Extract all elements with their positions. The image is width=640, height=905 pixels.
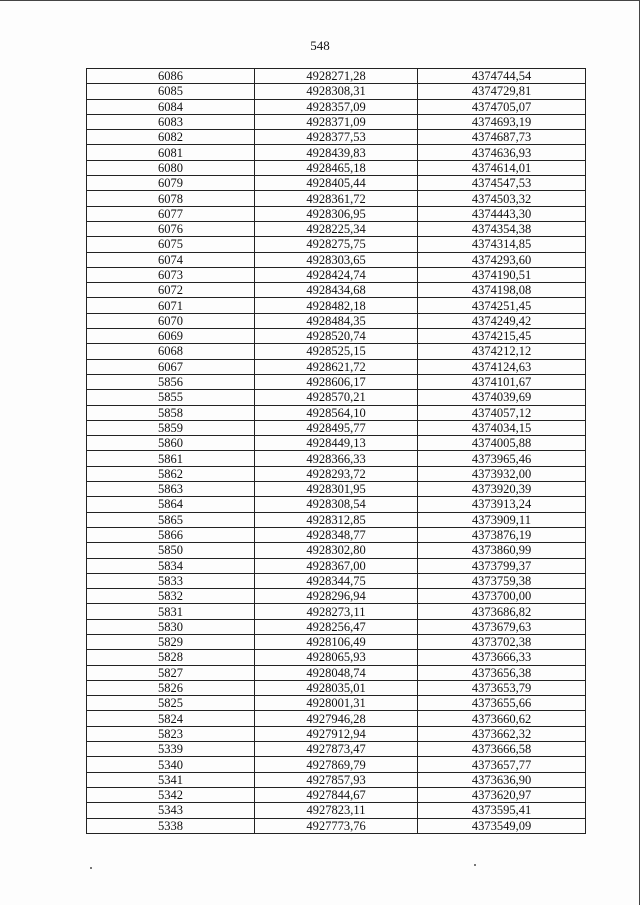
table-row: [87, 772, 586, 787]
y-coordinate-cell: 4374293,60: [418, 252, 586, 267]
y-coordinate-cell: 4373702,38: [418, 634, 586, 649]
y-coordinate-cell: 4374614,01: [418, 160, 586, 175]
y-coordinate-cell: 4374005,88: [418, 436, 586, 451]
y-coordinate-cell: 4374124,63: [418, 359, 586, 374]
point-number-cell: 5828: [87, 650, 255, 665]
table-row: [87, 634, 586, 649]
table-row: [87, 145, 586, 160]
y-coordinate-cell: 4374212,12: [418, 344, 586, 359]
x-coordinate-cell: 4928344,75: [255, 573, 418, 588]
point-number-cell: 5861: [87, 451, 255, 466]
x-coordinate-cell: 4928482,18: [255, 298, 418, 313]
x-coordinate-cell: 4928035,01: [255, 680, 418, 695]
x-coordinate-cell: 4928495,77: [255, 420, 418, 435]
table-row: [87, 359, 586, 374]
point-number-cell: 5860: [87, 436, 255, 451]
y-coordinate-cell: 4373965,46: [418, 451, 586, 466]
table-row: [87, 757, 586, 772]
y-coordinate-cell: 4373660,62: [418, 711, 586, 726]
point-number-cell: 5850: [87, 543, 255, 558]
point-number-cell: 6085: [87, 84, 255, 99]
point-number-cell: 5833: [87, 573, 255, 588]
x-coordinate-cell: 4928225,34: [255, 221, 418, 236]
x-coordinate-cell: 4928303,65: [255, 252, 418, 267]
x-coordinate-cell: 4928293,72: [255, 466, 418, 481]
table-row: [87, 482, 586, 497]
x-coordinate-cell: 4928106,49: [255, 634, 418, 649]
y-coordinate-cell: 4373657,77: [418, 757, 586, 772]
y-coordinate-cell: 4373655,66: [418, 696, 586, 711]
y-coordinate-cell: 4373662,32: [418, 726, 586, 741]
y-coordinate-cell: 4374744,54: [418, 69, 586, 84]
x-coordinate-cell: 4928525,15: [255, 344, 418, 359]
point-number-cell: 5862: [87, 466, 255, 481]
x-coordinate-cell: 4928434,68: [255, 283, 418, 298]
table-row: [87, 803, 586, 818]
table-row: [87, 512, 586, 527]
table-row: [87, 298, 586, 313]
table-row: [87, 114, 586, 129]
table-row: [87, 84, 586, 99]
y-coordinate-cell: 4373666,33: [418, 650, 586, 665]
x-coordinate-cell: 4928564,10: [255, 405, 418, 420]
point-number-cell: 6078: [87, 191, 255, 206]
table-row: [87, 573, 586, 588]
point-number-cell: 5858: [87, 405, 255, 420]
x-coordinate-cell: 4927912,94: [255, 726, 418, 741]
x-coordinate-cell: 4928361,72: [255, 191, 418, 206]
table-row: [87, 206, 586, 221]
y-coordinate-cell: 4374354,38: [418, 221, 586, 236]
x-coordinate-cell: 4928570,21: [255, 390, 418, 405]
point-number-cell: 6076: [87, 221, 255, 236]
point-number-cell: 6082: [87, 130, 255, 145]
y-coordinate-cell: 4374215,45: [418, 329, 586, 344]
table-row: [87, 390, 586, 405]
point-number-cell: 5856: [87, 374, 255, 389]
point-number-cell: 5341: [87, 772, 255, 787]
table-row: [87, 451, 586, 466]
table-row: [87, 436, 586, 451]
table-row: [87, 313, 586, 328]
x-coordinate-cell: 4927946,28: [255, 711, 418, 726]
y-coordinate-cell: 4374729,81: [418, 84, 586, 99]
y-coordinate-cell: 4374443,30: [418, 206, 586, 221]
x-coordinate-cell: 4927844,67: [255, 787, 418, 802]
y-coordinate-cell: 4373759,38: [418, 573, 586, 588]
y-coordinate-cell: 4373549,09: [418, 818, 586, 833]
point-number-cell: 5826: [87, 680, 255, 695]
page-number: 548: [310, 38, 330, 53]
y-coordinate-cell: 4374034,15: [418, 420, 586, 435]
x-coordinate-cell: 4928312,85: [255, 512, 418, 527]
x-coordinate-cell: 4928367,00: [255, 558, 418, 573]
table-row: [87, 344, 586, 359]
x-coordinate-cell: 4928348,77: [255, 527, 418, 542]
table-row: [87, 726, 586, 741]
table-row: [87, 252, 586, 267]
x-coordinate-cell: 4927857,93: [255, 772, 418, 787]
scan-speck: [474, 864, 476, 866]
point-number-cell: 5863: [87, 482, 255, 497]
coordinates-table: [86, 68, 586, 834]
point-number-cell: 5866: [87, 527, 255, 542]
y-coordinate-cell: 4373666,58: [418, 742, 586, 757]
point-number-cell: 6084: [87, 99, 255, 114]
table-row: [87, 665, 586, 680]
x-coordinate-cell: 4928048,74: [255, 665, 418, 680]
point-number-cell: 5827: [87, 665, 255, 680]
x-coordinate-cell: 4928377,53: [255, 130, 418, 145]
y-coordinate-cell: 4374547,53: [418, 176, 586, 191]
y-coordinate-cell: 4374705,07: [418, 99, 586, 114]
x-coordinate-cell: 4928371,09: [255, 114, 418, 129]
y-coordinate-cell: 4373686,82: [418, 604, 586, 619]
y-coordinate-cell: 4373700,00: [418, 589, 586, 604]
point-number-cell: 6074: [87, 252, 255, 267]
y-coordinate-cell: 4374198,08: [418, 283, 586, 298]
x-coordinate-cell: 4928302,80: [255, 543, 418, 558]
point-number-cell: 6071: [87, 298, 255, 313]
y-coordinate-cell: 4374251,45: [418, 298, 586, 313]
y-coordinate-cell: 4374101,67: [418, 374, 586, 389]
point-number-cell: 6068: [87, 344, 255, 359]
x-coordinate-cell: 4928606,17: [255, 374, 418, 389]
x-coordinate-cell: 4928296,94: [255, 589, 418, 604]
point-number-cell: 5823: [87, 726, 255, 741]
table-row: [87, 650, 586, 665]
point-number-cell: 6083: [87, 114, 255, 129]
table-row: [87, 619, 586, 634]
x-coordinate-cell: 4928449,13: [255, 436, 418, 451]
x-coordinate-cell: 4928520,74: [255, 329, 418, 344]
table-row: [87, 267, 586, 282]
x-coordinate-cell: 4928256,47: [255, 619, 418, 634]
x-coordinate-cell: 4928275,75: [255, 237, 418, 252]
x-coordinate-cell: 4928366,33: [255, 451, 418, 466]
table-row: [87, 742, 586, 757]
x-coordinate-cell: 4928621,72: [255, 359, 418, 374]
y-coordinate-cell: 4374636,93: [418, 145, 586, 160]
table-row: [87, 604, 586, 619]
y-coordinate-cell: 4373653,79: [418, 680, 586, 695]
table-row: [87, 589, 586, 604]
point-number-cell: 5825: [87, 696, 255, 711]
table-row: [87, 543, 586, 558]
point-number-cell: 6072: [87, 283, 255, 298]
y-coordinate-cell: 4374057,12: [418, 405, 586, 420]
x-coordinate-cell: 4928308,31: [255, 84, 418, 99]
y-coordinate-cell: 4373920,39: [418, 482, 586, 497]
scan-border-top: [0, 0, 640, 1]
point-number-cell: 5832: [87, 589, 255, 604]
y-coordinate-cell: 4373932,00: [418, 466, 586, 481]
table-row: [87, 283, 586, 298]
point-number-cell: 5865: [87, 512, 255, 527]
x-coordinate-cell: 4928065,93: [255, 650, 418, 665]
point-number-cell: 6077: [87, 206, 255, 221]
point-number-cell: 5859: [87, 420, 255, 435]
y-coordinate-cell: 4374693,19: [418, 114, 586, 129]
point-number-cell: 5343: [87, 803, 255, 818]
x-coordinate-cell: 4928308,54: [255, 497, 418, 512]
y-coordinate-cell: 4374039,69: [418, 390, 586, 405]
y-coordinate-cell: 4373620,97: [418, 787, 586, 802]
table-row: [87, 527, 586, 542]
point-number-cell: 6075: [87, 237, 255, 252]
coordinates-table-body: [87, 69, 586, 834]
y-coordinate-cell: 4374190,51: [418, 267, 586, 282]
x-coordinate-cell: 4928357,09: [255, 99, 418, 114]
table-row: [87, 99, 586, 114]
point-number-cell: 6079: [87, 176, 255, 191]
x-coordinate-cell: 4927869,79: [255, 757, 418, 772]
y-coordinate-cell: 4373909,11: [418, 512, 586, 527]
y-coordinate-cell: 4374503,32: [418, 191, 586, 206]
table-row: [87, 191, 586, 206]
x-coordinate-cell: 4928424,74: [255, 267, 418, 282]
point-number-cell: 5864: [87, 497, 255, 512]
point-number-cell: 5830: [87, 619, 255, 634]
table-row: [87, 69, 586, 84]
table-row: [87, 405, 586, 420]
point-number-cell: 5834: [87, 558, 255, 573]
y-coordinate-cell: 4373913,24: [418, 497, 586, 512]
point-number-cell: 5338: [87, 818, 255, 833]
x-coordinate-cell: 4928301,95: [255, 482, 418, 497]
x-coordinate-cell: 4928306,95: [255, 206, 418, 221]
table-row: [87, 176, 586, 191]
y-coordinate-cell: 4373799,37: [418, 558, 586, 573]
point-number-cell: 6086: [87, 69, 255, 84]
table-row: [87, 558, 586, 573]
table-row: [87, 497, 586, 512]
table-row: [87, 374, 586, 389]
y-coordinate-cell: 4373679,63: [418, 619, 586, 634]
table-row: [87, 818, 586, 833]
point-number-cell: 5831: [87, 604, 255, 619]
point-number-cell: 6067: [87, 359, 255, 374]
table-row: [87, 329, 586, 344]
y-coordinate-cell: 4373860,99: [418, 543, 586, 558]
table-row: [87, 160, 586, 175]
table-row: [87, 221, 586, 236]
x-coordinate-cell: 4928405,44: [255, 176, 418, 191]
y-coordinate-cell: 4373595,41: [418, 803, 586, 818]
x-coordinate-cell: 4928465,18: [255, 160, 418, 175]
point-number-cell: 5829: [87, 634, 255, 649]
x-coordinate-cell: 4928001,31: [255, 696, 418, 711]
point-number-cell: 6070: [87, 313, 255, 328]
y-coordinate-cell: 4373636,90: [418, 772, 586, 787]
table-row: [87, 237, 586, 252]
point-number-cell: 6073: [87, 267, 255, 282]
x-coordinate-cell: 4928273,11: [255, 604, 418, 619]
table-row: [87, 420, 586, 435]
table-row: [87, 787, 586, 802]
y-coordinate-cell: 4373656,38: [418, 665, 586, 680]
x-coordinate-cell: 4928271,28: [255, 69, 418, 84]
y-coordinate-cell: 4374314,85: [418, 237, 586, 252]
table-row: [87, 130, 586, 145]
point-number-cell: 5339: [87, 742, 255, 757]
x-coordinate-cell: 4927773,76: [255, 818, 418, 833]
point-number-cell: 6081: [87, 145, 255, 160]
scan-speck: [90, 867, 92, 869]
table-row: [87, 696, 586, 711]
x-coordinate-cell: 4927873,47: [255, 742, 418, 757]
table-row: [87, 466, 586, 481]
x-coordinate-cell: 4928484,35: [255, 313, 418, 328]
point-number-cell: 6069: [87, 329, 255, 344]
x-coordinate-cell: 4927823,11: [255, 803, 418, 818]
point-number-cell: 5824: [87, 711, 255, 726]
y-coordinate-cell: 4374687,73: [418, 130, 586, 145]
y-coordinate-cell: 4374249,42: [418, 313, 586, 328]
point-number-cell: 6080: [87, 160, 255, 175]
point-number-cell: 5342: [87, 787, 255, 802]
point-number-cell: 5340: [87, 757, 255, 772]
point-number-cell: 5855: [87, 390, 255, 405]
y-coordinate-cell: 4373876,19: [418, 527, 586, 542]
table-row: [87, 680, 586, 695]
table-row: [87, 711, 586, 726]
x-coordinate-cell: 4928439,83: [255, 145, 418, 160]
